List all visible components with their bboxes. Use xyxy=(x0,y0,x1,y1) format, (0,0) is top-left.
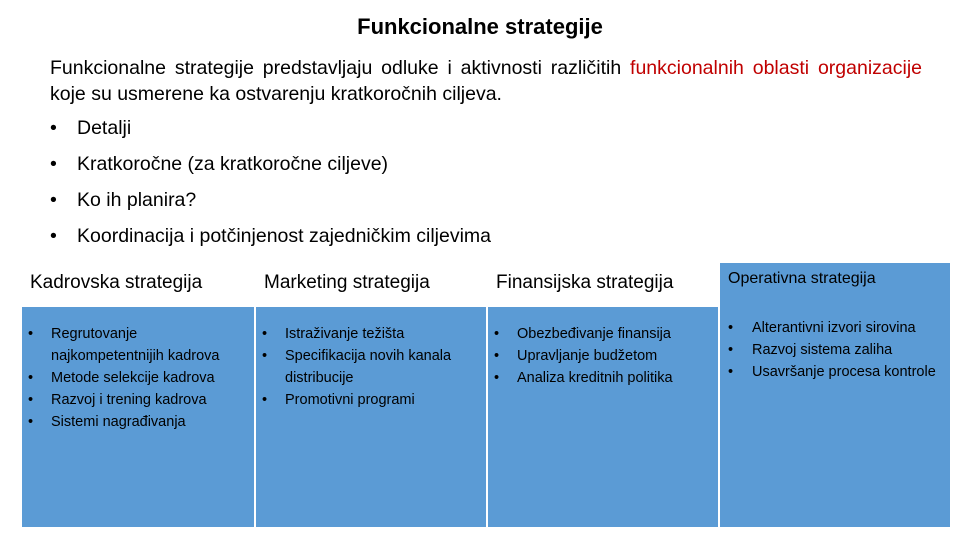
list-item-text: Upravljanje budžetom xyxy=(517,348,658,364)
bullet-icon: • xyxy=(50,189,57,211)
bullet-icon: • xyxy=(262,348,268,364)
list-item xyxy=(262,345,482,389)
list-item-text: Detalji xyxy=(77,117,132,139)
intro-text-2: koje su usmerene ka ostvarenju kratkoročnih ciljeva. xyxy=(50,83,502,105)
bullet-icon: • xyxy=(28,414,34,430)
strategy-column-marketing xyxy=(254,263,486,527)
list-item-text: Promotivni programi xyxy=(285,392,415,408)
column-heading: Operativna strategija xyxy=(720,263,950,307)
bullet-icon: • xyxy=(28,392,34,408)
list-item xyxy=(494,323,714,345)
column-items xyxy=(262,323,482,411)
column-heading: Marketing strategija xyxy=(256,263,486,307)
list-item xyxy=(262,323,482,345)
intro-text-1: Funkcionalne strategije predstavljaju odluke i aktivnosti različitih xyxy=(50,57,631,79)
list-item xyxy=(494,345,714,367)
list-item-text: Regrutovanje najkompetentnijih kadrova xyxy=(51,326,220,364)
bullet-icon: • xyxy=(50,225,57,247)
column-heading: Kadrovska strategija xyxy=(22,263,254,307)
list-item xyxy=(728,339,946,361)
list-item xyxy=(50,151,491,187)
list-item-text: Razvoj sistema zaliha xyxy=(752,342,893,358)
list-item-text: Analiza kreditnih politika xyxy=(517,370,673,386)
list-item xyxy=(50,187,491,223)
bullet-icon: • xyxy=(494,326,500,342)
list-item xyxy=(28,367,250,389)
list-item-text: Metode selekcije kadrova xyxy=(51,370,215,386)
list-item-text: Koordinacija i potčinjenost zajedničkim ciljevima xyxy=(77,225,492,247)
strategy-column-operativna xyxy=(718,263,950,527)
list-item xyxy=(262,389,482,411)
bullet-icon: • xyxy=(28,370,34,386)
list-item-text: Kratkoročne (za kratkoročne ciljeve) xyxy=(77,153,389,175)
bullet-icon: • xyxy=(494,348,500,364)
list-item xyxy=(728,361,946,383)
bullet-icon: • xyxy=(28,326,34,342)
list-item-text: Istraživanje težišta xyxy=(285,326,405,342)
list-item xyxy=(28,411,250,433)
list-item-text: Sistemi nagrađivanja xyxy=(51,414,186,430)
list-item xyxy=(50,223,491,259)
bullet-icon: • xyxy=(50,117,57,139)
list-item xyxy=(28,323,250,367)
list-item xyxy=(28,389,250,411)
bullet-icon: • xyxy=(50,153,57,175)
column-items xyxy=(728,317,946,383)
list-item-text: Ko ih planira? xyxy=(77,189,197,211)
list-item-text: Usavršanje procesa kontrole xyxy=(752,364,936,380)
list-item-text: Alterantivni izvori sirovina xyxy=(752,320,916,336)
bullet-icon: • xyxy=(728,364,734,380)
strategy-column-kadrovska xyxy=(22,263,254,527)
bullet-icon: • xyxy=(728,320,734,336)
bullet-icon: • xyxy=(494,370,500,386)
bullet-icon: • xyxy=(728,342,734,358)
strategy-column-finansijska xyxy=(486,263,718,527)
intro-highlight: funkcionalnih oblasti organizacije xyxy=(630,57,923,79)
list-item-text: Razvoj i trening kadrova xyxy=(51,392,207,408)
bullet-icon: • xyxy=(262,326,268,342)
bullet-icon: • xyxy=(262,392,268,408)
column-heading: Finansijska strategija xyxy=(488,263,718,307)
list-item-text: Obezbeđivanje finansija xyxy=(517,326,671,342)
feature-list xyxy=(50,115,491,259)
page-title: Funkcionalne strategije xyxy=(357,14,603,39)
intro-paragraph xyxy=(50,55,922,107)
list-item-text: Specifikacija novih kanala distribucije xyxy=(285,348,452,386)
column-items xyxy=(494,323,714,389)
column-items xyxy=(28,323,250,433)
list-item xyxy=(50,115,491,151)
list-item xyxy=(494,367,714,389)
list-item xyxy=(728,317,946,339)
strategy-table xyxy=(22,263,950,527)
